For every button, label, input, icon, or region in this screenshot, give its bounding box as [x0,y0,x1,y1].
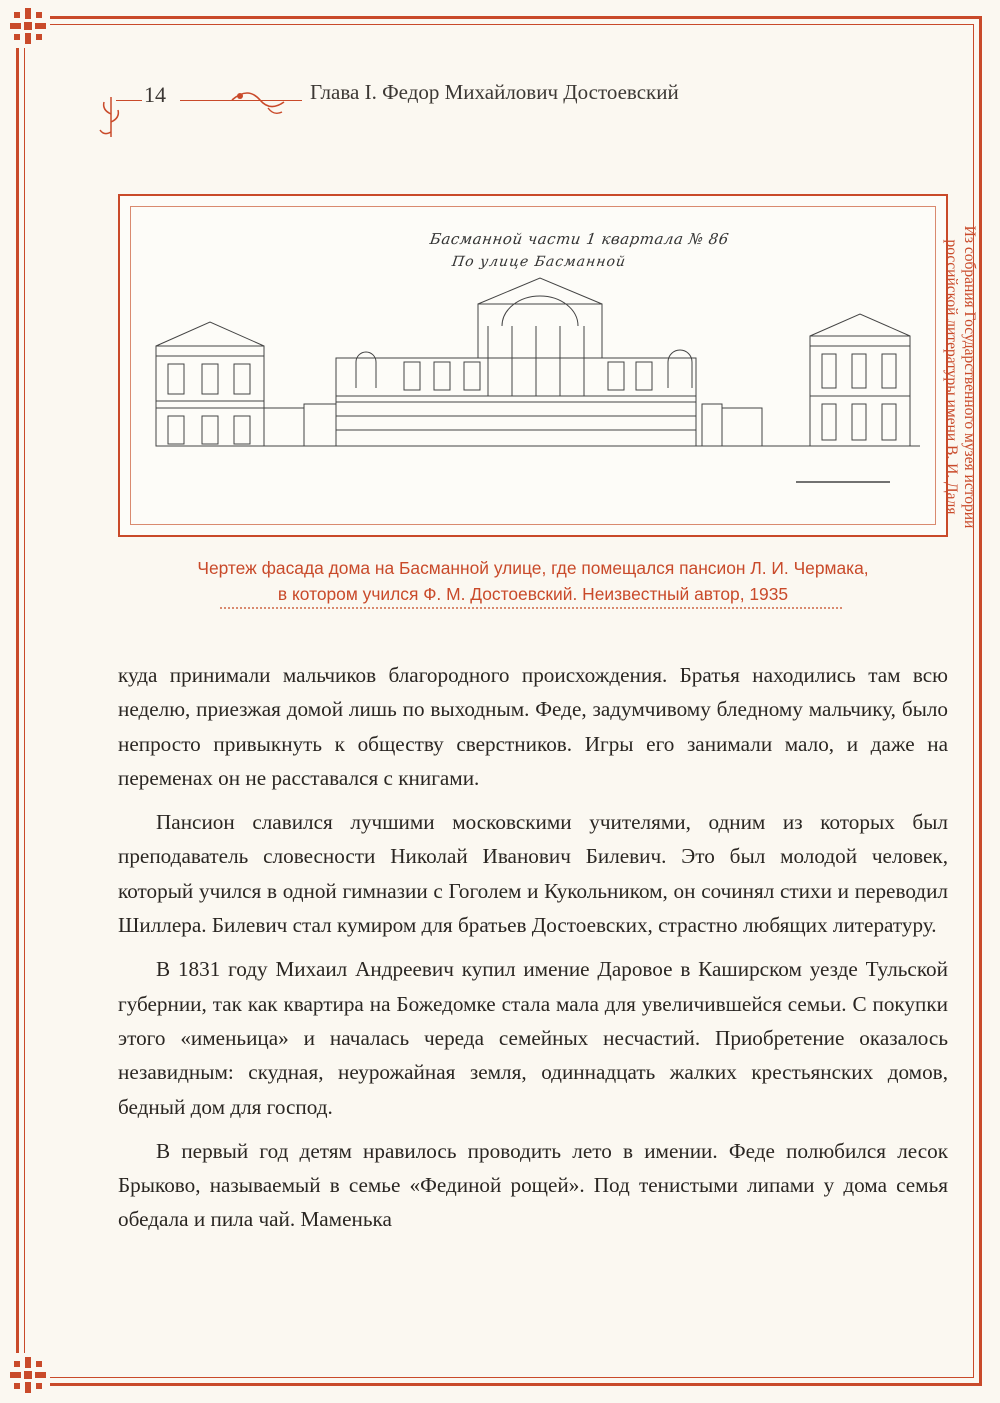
running-title: Глава I. Федор Михайлович Достоевский [310,80,679,104]
body-text [118,658,948,1247]
running-header [110,72,750,132]
figure-caption [118,555,948,607]
handwritten-title: Басманной части 1 квартала № 86 [428,230,731,248]
facade-drawing [120,196,950,539]
swirl-ornament-icon [230,82,290,122]
header-rule [116,100,142,101]
corner-ornament-icon [6,4,50,48]
handwritten-subtitle: По улице Басманной [450,254,628,270]
paragraph: Пансион славился лучшими московскими учителями, одним из которых был преподаватель словесности Николай Иванович Билевич. Это был молодой человек, который учился в одной гимназии с Гоголем и Кукольником, он сочинял стихи и переводил Шиллера. Билевич стал кумиром для братьев Достоевских, страстно любящих литературу. [118,810,948,938]
paragraph: В первый год детям нравилось проводить лето в имении. Феде полюбился лесок Брыково, называемый в семье «Фединой рощей». Под тенистыми липами у дома семья обедала и пила чай. Маменька [118,1138,948,1232]
caption-line: в котором учился Ф. М. Достоевский. Неизвестный автор, 1935 [277,584,789,604]
paragraph: куда принимали мальчиков благородного происхождения. Братья находились там всю неделю, приезжая домой лишь по выходным. Феде, задумчивому бледному мальчику, было непросто привыкнуть к обществу сверстников. Игры его занимали мало, и даже на переменах он не расставался с книгами. [118,663,948,790]
paragraph: В 1831 году Михаил Андреевич купил имение Даровое в Каширском уезде Тульской губернии, так как квартира на Божедомке стала мала для увеличившейся семьи. С покупки этого «именьица» и началась череда семейных несчастий. Приобретение оказалось незавидным: скудная, неурожайная земля, одиннадцать жалких крестьянских домов, бедный дом для господ. [118,957,948,1119]
corner-ornament-icon [6,1353,50,1397]
collection-credit: Из собрания Государственного музея истории российской литературы имени В. И. Даля [943,225,978,529]
figure-plate [118,194,948,537]
page-number: 14 [144,82,166,107]
caption-divider [220,607,842,609]
caption-line: Чертеж фасада дома на Басманной улице, где помещался пансион Л. И. Чермака, [197,558,869,578]
